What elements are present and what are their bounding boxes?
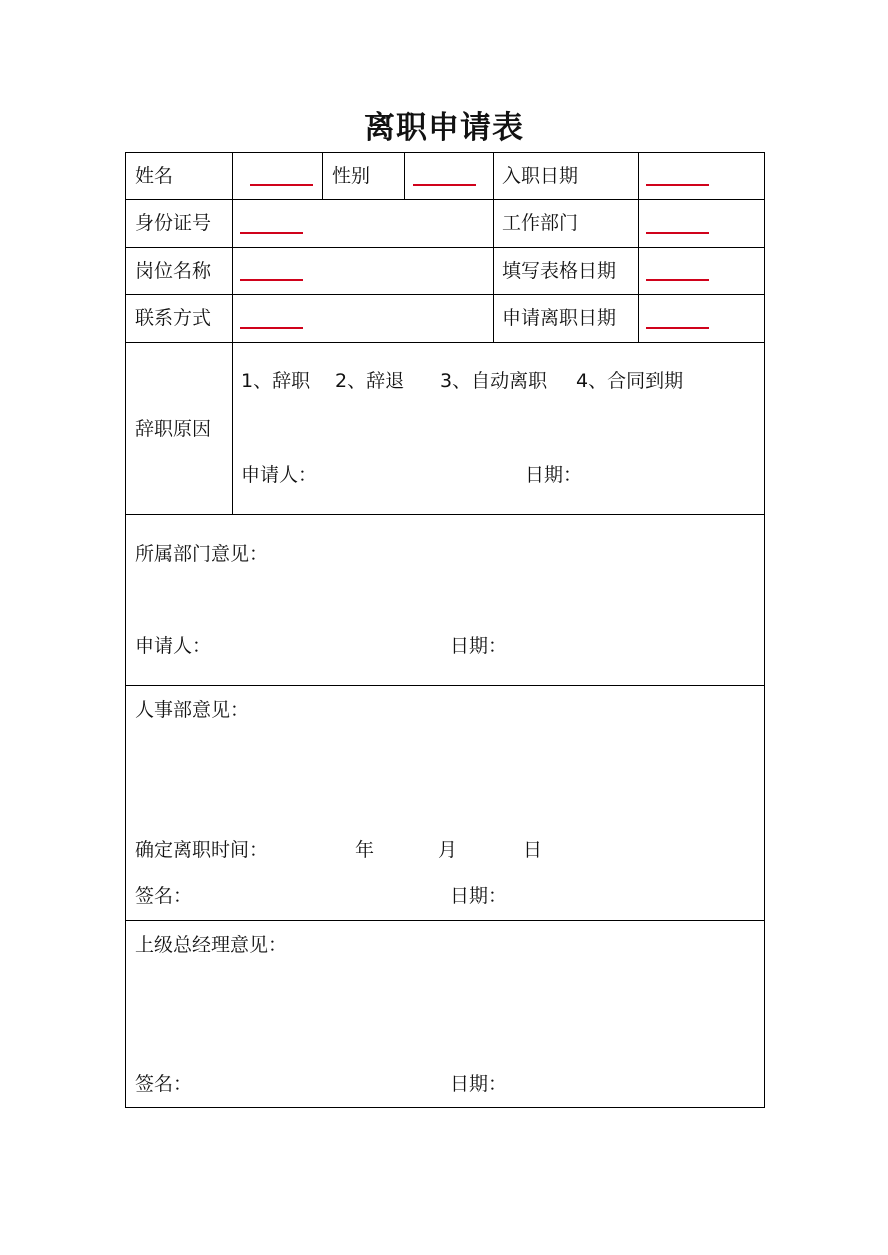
column-divider [232, 152, 233, 514]
reason-option[interactable]: 4、合同到期 [576, 370, 684, 392]
hr-opinion-label: 人事部意见： [135, 699, 250, 721]
hire-date-blank[interactable] [646, 184, 709, 186]
contact-blank[interactable] [240, 327, 303, 329]
apply-date-label: 申请离职日期 [502, 307, 617, 329]
department-label: 工作部门 [502, 212, 579, 234]
fill-date-blank[interactable] [646, 279, 709, 281]
hr-year-label: 年 [355, 839, 375, 861]
apply-date-blank[interactable] [646, 327, 709, 329]
form-title: 离职申请表 [364, 110, 524, 146]
gm-sign-label: 签名： [135, 1073, 193, 1095]
hr-day-label: 日 [523, 839, 543, 861]
row-divider [125, 514, 765, 515]
reason-option[interactable]: 3、自动离职 [440, 370, 548, 392]
gender-label: 性别 [332, 165, 371, 187]
name-blank[interactable] [250, 184, 313, 186]
reason-applicant-label: 申请人： [241, 464, 318, 486]
id-number-blank[interactable] [240, 232, 303, 234]
column-divider [638, 152, 639, 342]
column-divider [493, 152, 494, 342]
row-divider [125, 920, 765, 921]
position-label: 岗位名称 [135, 260, 212, 282]
gender-blank[interactable] [413, 184, 476, 186]
column-divider [404, 152, 405, 199]
hr-confirm-label: 确定离职时间： [135, 839, 269, 861]
hr-sign-label: 签名： [135, 885, 193, 907]
name-label: 姓名 [135, 165, 174, 187]
row-divider [125, 685, 765, 686]
form-table [125, 152, 765, 1108]
reason-option[interactable]: 2、辞退 [335, 370, 405, 392]
row-divider [125, 294, 765, 295]
id-number-label: 身份证号 [135, 212, 212, 234]
reason-date-label: 日期： [525, 464, 583, 486]
reason-option[interactable]: 1、辞职 [241, 370, 311, 392]
position-blank[interactable] [240, 279, 303, 281]
fill-date-label: 填写表格日期 [502, 260, 617, 282]
gm-date-label: 日期： [450, 1073, 508, 1095]
column-divider [322, 152, 323, 199]
hire-date-label: 入职日期 [502, 165, 579, 187]
reason-label: 辞职原因 [135, 418, 212, 440]
row-divider [125, 199, 765, 200]
dept-opinion-label: 所属部门意见： [135, 543, 269, 565]
contact-label: 联系方式 [135, 307, 212, 329]
hr-date-label: 日期： [450, 885, 508, 907]
dept-date-label: 日期： [450, 635, 508, 657]
row-divider [125, 342, 765, 343]
gm-opinion-label: 上级总经理意见： [135, 934, 288, 956]
row-divider [125, 247, 765, 248]
department-blank[interactable] [646, 232, 709, 234]
dept-applicant-label: 申请人： [135, 635, 212, 657]
hr-month-label: 月 [438, 839, 458, 861]
